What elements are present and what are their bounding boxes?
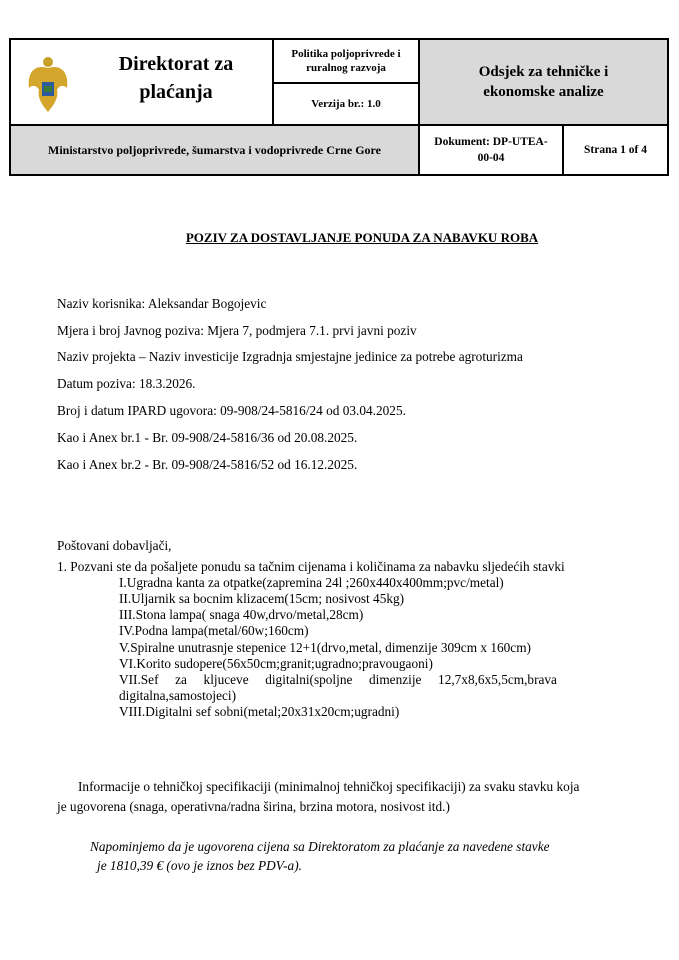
project-name: Naziv projekta – Naziv investicije Izgradnja smjestajne jedinice za potrebe agroturizma (57, 349, 523, 364)
list-item: I.Ugradna kanta za otpatke(zapremina 24l ;260x440x400mm;pvc/metal) (119, 575, 504, 590)
version-cell: Verzija br.: 1.0 (274, 84, 420, 126)
spec-info-line2: je ugovorena (snaga, operativna/radna širina, brzina motora, nosivost itd.) (57, 799, 450, 814)
list-item: VII.Sef za kljuceve digitalni(spoljne dimenzije 12,7x8,6x5,5cm,brava (119, 672, 557, 687)
list-item: III.Stona lampa( snaga 40w,drvo/metal,28cm) (119, 607, 364, 622)
list-item: VIII.Digitalni sef sobni(metal;20x31x20cm;ugradni) (119, 704, 400, 719)
price-note-line2: je 1810,39 € (ovo je iznos bez PDV-a). (97, 858, 302, 873)
greeting: Poštovani dobavljači, (57, 538, 172, 553)
coat-of-arms-icon (25, 54, 71, 114)
list-item: VI.Korito sudopere(56x50cm;granit;ugradno;pravougaoni) (119, 656, 433, 671)
ipard-contract: Broj i datum IPARD ugovora: 09-908/24-5816/24 od 03.04.2025. (57, 403, 406, 418)
page-number-cell: Strana 1 of 4 (584, 144, 647, 156)
beneficiary-name: Naziv korisnika: Aleksandar Bogojevic (57, 296, 267, 311)
annex-2: Kao i Anex br.2 - Br. 09-908/24-5816/52 od 16.12.2025. (57, 457, 358, 472)
price-note-line1: Napominjemo da je ugovorena cijena sa Direktoratom za plaćanje za navedene stavke (90, 839, 550, 854)
department-cell: Odsjek za tehničke i ekonomske analize (420, 40, 667, 126)
document-header-table (9, 38, 669, 176)
list-item: IV.Podna lampa(metal/60w;160cm) (119, 623, 309, 638)
title-cell (11, 40, 274, 126)
directorate-title: Direktorat za plaćanja (118, 53, 234, 103)
spec-info-line1: Informacije o tehničkoj specifikaciji (minimalnoj tehničkoj specifikaciji) za svaku stavku koja (78, 779, 580, 794)
measure-info: Mjera i broj Javnog poziva: Mjera 7, podmjera 7.1. prvi javni poziv (57, 323, 417, 338)
list-item: V.Spiralne unutrasnje stepenice 12+1(drvo,metal, dimenzije 309cm x 160cm) (119, 640, 531, 655)
ministry-cell: Ministarstvo poljoprivrede, šumarstva i vodoprivrede Crne Gore (11, 126, 420, 174)
policy-cell: Politika poljoprivrede i ruralnog razvoja (274, 40, 420, 84)
list-item: II.Uljarnik sa bocnim klizacem(15cm; nosivost 45kg) (119, 591, 405, 606)
list-item-continuation: digitalna,samostojeci) (119, 688, 237, 703)
invitation-date: Datum poziva: 18.3.2026. (57, 376, 196, 391)
document-heading: POZIV ZA DOSTAVLJANJE PONUDA ZA NABAVKU ROBA (185, 230, 539, 245)
annex-1: Kao i Anex br.1 - Br. 09-908/24-5816/36 od 20.08.2025. (57, 430, 358, 445)
document-number-cell: Dokument: DP-UTEA-00-04 (420, 126, 564, 174)
list-intro: 1. Pozvani ste da pošaljete ponudu sa tačnim cijenama i količinama za nabavku sljedećih stavki (57, 559, 565, 574)
